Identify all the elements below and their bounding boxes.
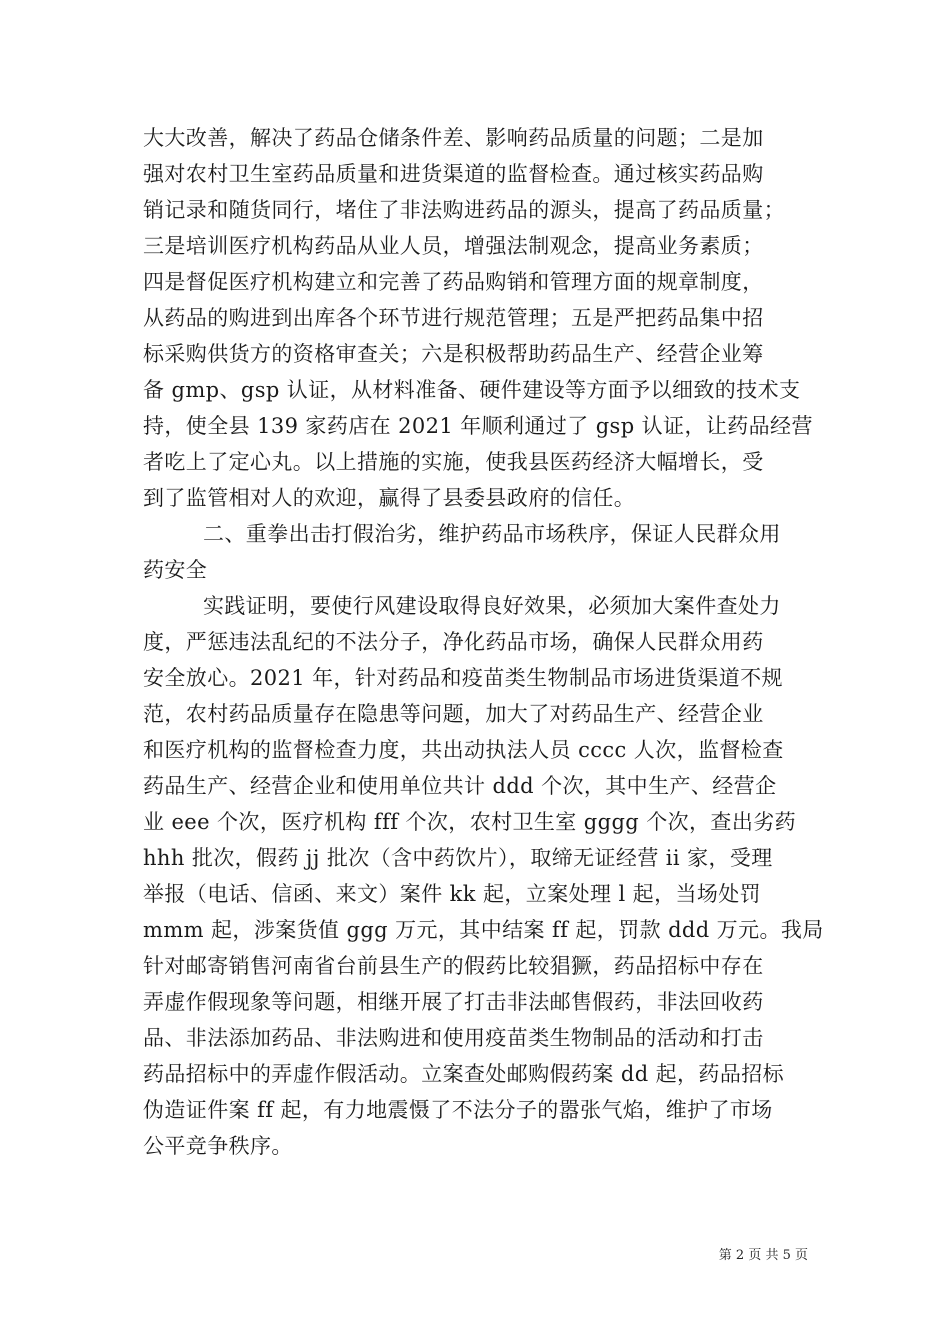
- text-line: 公平竞争秩序。: [143, 1134, 293, 1158]
- text-line: 安全放心。2021 年，针对药品和疫苗类生物制品市场进货渠道不规: [143, 666, 783, 690]
- text-line: 弄虚作假现象等问题，相继开展了打击非法邮售假药，非法回收药: [143, 990, 764, 1014]
- text-line: 和医疗机构的监督检查力度，共出动执法人员 cccc 人次，监督检查: [143, 738, 784, 762]
- text-line: 针对邮寄销售河南省台前县生产的假药比较猖獗，药品招标中存在: [143, 954, 764, 978]
- text-line: 三是培训医疗机构药品从业人员，增强法制观念，提高业务素质；: [143, 234, 764, 258]
- text-line: 备 gmp、gsp 认证，从材料准备、硬件建设等方面予以细致的技术支: [143, 378, 801, 402]
- section-heading-continued: 药安全: [143, 558, 208, 582]
- text-line: 者吃上了定心丸。以上措施的实施，使我县医药经济大幅增长，受: [143, 450, 764, 474]
- page-number: 第 2 页 共 5 页: [718, 1248, 808, 1263]
- text-line: 伪造证件案 ff 起，有力地震慑了不法分子的嚣张气焰，维护了市场: [143, 1098, 773, 1122]
- text-line: 从药品的购进到出库各个环节进行规范管理；五是严把药品集中招: [143, 306, 764, 330]
- text-line: 范，农村药品质量存在隐患等问题，加大了对药品生产、经营企业: [143, 702, 764, 726]
- text-line: 举报（电话、信函、来文）案件 kk 起，立案处理 l 起，当场处罚: [143, 882, 762, 906]
- text-line: 持，使全县 139 家药店在 2021 年顺利通过了 gsp 认证，让药品经营: [143, 414, 813, 438]
- text-line: hhh 批次，假药 jj 批次（含中药饮片），取缔无证经营 ii 家，受理: [143, 846, 773, 870]
- text-line: 强对农村卫生室药品质量和进货渠道的监督检查。通过核实药品购: [143, 162, 764, 186]
- text-line: 四是督促医疗机构建立和完善了药品购销和管理方面的规章制度，: [143, 270, 764, 294]
- text-line: 业 eee 个次，医疗机构 fff 个次，农村卫生室 gggg 个次，查出劣药: [143, 810, 797, 834]
- text-line: 药品招标中的弄虚作假活动。立案查处邮购假药案 dd 起，药品招标: [143, 1062, 785, 1086]
- text-line: 到了监管相对人的欢迎，赢得了县委县政府的信任。: [143, 486, 636, 510]
- text-line: 大大改善，解决了药品仓储条件差、影响药品质量的问题；二是加: [143, 126, 764, 150]
- text-line: 销记录和随货同行，堵住了非法购进药品的源头，提高了药品质量；: [143, 198, 785, 222]
- text-line: 品、非法添加药品、非法购进和使用疫苗类生物制品的活动和打击: [143, 1026, 764, 1050]
- text-line: 度，严惩违法乱纪的不法分子，净化药品市场，确保人民群众用药: [143, 630, 764, 654]
- text-line: mmm 起，涉案货值 ggg 万元，其中结案 ff 起，罚款 ddd 万元。我局: [143, 918, 824, 942]
- text-line: 药品生产、经营企业和使用单位共计 ddd 个次，其中生产、经营企: [143, 774, 777, 798]
- text-line: 实践证明，要使行风建设取得良好效果，必须加大案件查处力: [203, 594, 781, 618]
- section-heading: 二、重拳出击打假治劣，维护药品市场秩序，保证人民群众用: [203, 522, 781, 546]
- text-line: 标采购供货方的资格审查关；六是积极帮助药品生产、经营企业筹: [143, 342, 764, 366]
